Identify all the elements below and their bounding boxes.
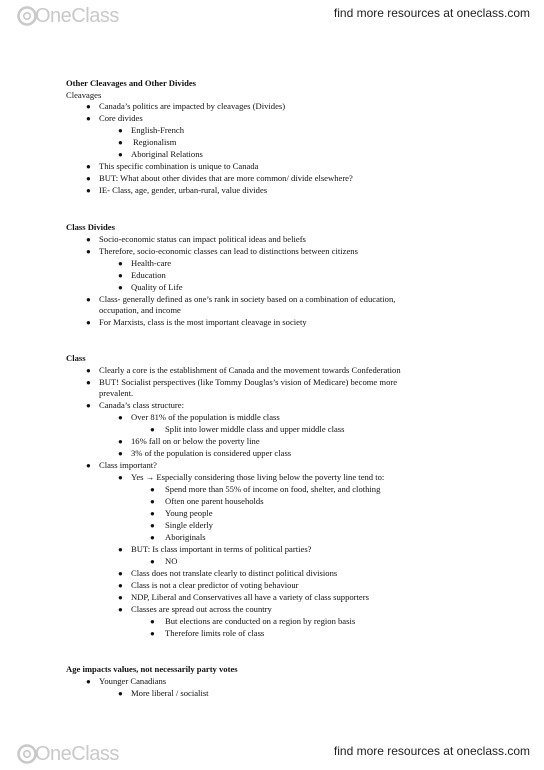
list-item: Young people [165,508,213,518]
list-item: Core divides [99,113,143,123]
cleavages-heading: Cleavages [66,90,102,100]
header-resources-link[interactable]: find more resources at oneclass.com [333,6,530,20]
list-item: Class important? [99,460,157,470]
list-item: Regionalism [133,137,177,147]
list-item-continuation: prevalent. [99,388,134,398]
list-item: Clearly a core is the establishment of Canada and the movement towards Confederation [99,365,401,375]
bullet-icon: ● [118,605,123,614]
list-item: Canada’s politics are impacted by cleavages (Divides) [99,101,286,111]
list-item: 3% of the population is considered upper class [131,448,292,458]
bullet-icon: ● [118,126,123,135]
bullet-icon: ● [86,247,91,256]
bullet-icon: ● [150,629,155,638]
bullet-icon: ● [150,533,155,542]
list-item: English-French [131,125,184,135]
bullet-icon: ● [150,485,155,494]
list-item: Therefore limits role of class [165,628,265,638]
list-item: BUT: Is class important in terms of political parties? [131,544,312,554]
list-item: Spend more than 55% of income on food, shelter, and clothing [165,484,381,494]
oneclass-logo[interactable] [16,742,119,766]
oneclass-logo[interactable] [16,4,119,28]
bullet-icon: ● [86,677,91,686]
list-item: Classes are spread out across the country [131,604,272,614]
list-item: For Marxists, class is the most important cleavage in society [99,317,307,327]
logo-text: OneClass [35,742,119,765]
bullet-icon: ● [118,437,123,446]
list-item: BUT! Socialist perspectives (like Tommy Douglas’s vision of Medicare) become more [99,377,398,387]
list-item: Health-care [131,258,172,268]
bullet-icon: ● [86,235,91,244]
bullet-icon: ● [86,102,91,111]
class-divides-heading: Class Divides [66,222,115,232]
bullet-icon: ● [86,318,91,327]
list-item: NDP, Liberal and Conservatives all have a variety of class supporters [131,592,369,602]
list-item: Split into lower middle class and upper middle class [165,424,345,434]
list-item: Aboriginals [165,532,206,542]
logo-text: OneClass [35,4,119,27]
bullet-icon: ● [118,449,123,458]
bullet-icon: ● [150,617,155,626]
bullet-icon: ● [118,593,123,602]
page-header [0,0,544,30]
bullet-icon: ● [118,545,123,554]
list-item: This specific combination is unique to Canada [99,161,259,171]
document-title: Other Cleavages and Other Divides [66,78,197,88]
list-item: Single elderly [165,520,213,530]
list-item: Therefore, socio-economic classes can lead to distinctions between citizens [99,246,358,256]
bullet-icon: ● [118,283,123,292]
list-item: Class does not translate clearly to distinct political divisions [131,568,338,578]
list-item: Class is not a clear predictor of voting behaviour [131,580,299,590]
bullet-icon: ● [150,425,155,434]
list-item: Aboriginal Relations [131,149,203,159]
list-item: Yes → Especially considering those living below the poverty line tend to: [131,472,385,482]
list-item-continuation: occupation, and income [99,305,181,315]
list-item: Class- generally defined as one’s rank in society based on a combination of education, [99,294,396,304]
list-item: Younger Canadians [99,676,167,686]
bullet-icon: ● [118,473,123,482]
bullet-icon: ● [86,162,91,171]
bullet-icon: ● [86,461,91,470]
bullet-icon: ● [86,295,91,304]
bullet-icon: ● [118,259,123,268]
bullet-icon: ● [150,521,155,530]
bullet-icon: ● [86,401,91,410]
age-heading: Age impacts values, not necessarily party votes [66,664,238,674]
bullet-icon: ● [86,378,91,387]
list-item: Over 81% of the population is middle class [131,412,280,422]
bullet-icon: ● [118,689,123,698]
class-heading: Class [66,353,86,363]
list-item: More liberal / socialist [131,688,209,698]
bullet-icon: ● [86,186,91,195]
bullet-icon: ● [118,413,123,422]
bullet-icon: ● [86,174,91,183]
bullet-icon: ● [150,557,155,566]
list-item: Quality of Life [131,282,183,292]
bullet-icon: ● [118,150,123,159]
bullet-icon: ● [118,138,123,147]
list-item: Socio-economic status can impact political ideas and beliefs [99,234,306,244]
list-item: Education [131,270,166,280]
bullet-icon: ● [118,581,123,590]
list-item: Often one parent households [165,496,264,506]
list-item: BUT: What about other divides that are more common/ divide elsewhere? [99,173,353,183]
bullet-icon: ● [150,509,155,518]
bullet-icon: ● [150,497,155,506]
list-item: Canada’s class structure: [99,400,184,410]
list-item: 16% fall on or below the poverty line [131,436,260,446]
bullet-icon: ● [86,114,91,123]
list-item: NO [165,556,178,566]
bullet-icon: ● [118,271,123,280]
list-item: IE- Class, age, gender, urban-rural, value divides [99,185,268,195]
footer-resources-link[interactable]: find more resources at oneclass.com [333,744,530,758]
page-footer [0,738,544,768]
bullet-icon: ● [86,366,91,375]
bullet-icon: ● [118,569,123,578]
list-item: But elections are conducted on a region by region basis [165,616,356,626]
